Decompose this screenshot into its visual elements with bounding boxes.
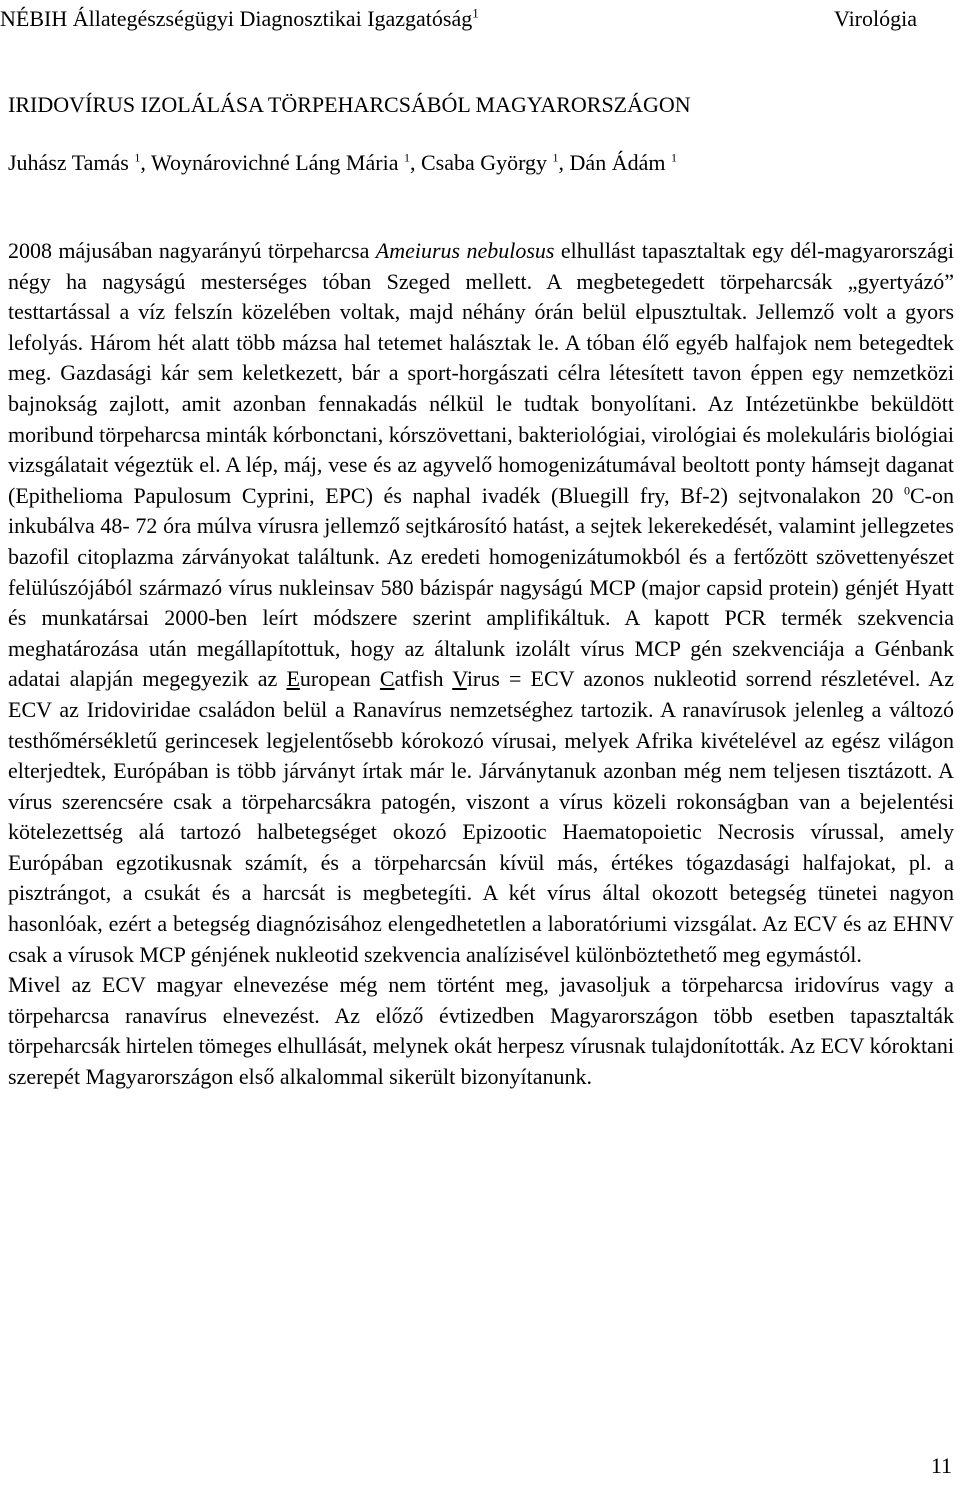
paragraph-1 [8,236,954,970]
page-number: 11 [930,1453,952,1478]
author-affiliation: 1 [403,150,410,165]
author-affiliation: 1 [670,150,677,165]
author-name: Dán Ádám [569,150,666,175]
author-name: Juhász Tamás [8,150,129,175]
author-affiliation: 1 [552,150,559,165]
article-title: IRIDOVÍRUS IZOLÁLÁSA TÖRPEHARCSÁBÓL MAGYARORSZÁGON [8,92,691,117]
author-separator: , [409,150,421,175]
text-run: elhullást tapasztaltak egy dél-magyarországi négy ha nagyságú mesterséges tóban Szeged mellett. A megbetegedett törpeharcsák „gyertyázó” testtartással a víz felszín közelében voltak, majd néhány órán belül elpusztultak. Jellemző volt a gyors lefolyás. Három hét alatt több mázsa hal tetemet halásztak le. A tóban élő egyéb halfajok nem betegedtek meg. Gazdasági kár sem keletkezett, bár a sport-horgászati célra létesített tavon éppen egy nemzetközi bajnokság zajlott, amit azonban fennakadás nélkül le tudtak bonyolítani. Az Intézetünkbe beküldött moribund törpeharcsa minták kórbonctani, kórszövettani, bakteriológiai, virológiai és molekuláris biológiai vizsgálatait végeztük el. A lép, máj, vese és az agyvelő homogenizátumával beoltott ponty hámsejt daganat (Epithelioma Papulosum Cyprini, EPC) és naphal ivadék (Bluegill fry, Bf-2) sejtvonalakon 20 [8,238,954,508]
abstract-body [8,236,954,1093]
author-affiliation: 1 [134,150,141,165]
institution-name: NÉBIH Állategészségügyi Diagnosztikai Igazgatóság [0,6,473,31]
author-name: Csaba György [420,150,548,175]
author-name: Woynárovichné Láng Mária [150,150,399,175]
running-header-section: Virológia [834,6,917,31]
degree-superscript: 0 [904,483,910,498]
institution-superscript: 1 [472,5,479,21]
author-list [8,150,677,176]
running-header-institution [0,6,479,32]
acronym-letter-e: E [286,666,300,692]
text-run: atfish [394,666,453,692]
text-run: uropean [299,666,380,692]
text-run: irus = ECV azonos nukleotid sorrend részletével. Az ECV az Iridoviridae családon belül a Ranavírus nemzetséghez tartozik. A ranavírusok jelenleg a változó testhőmérsékletű gerincesek legjelentősebb kórokozó vírusai, melyek Afrika kivételével az egész világon elterjedtek, Európában is több járványt írtak már le. Járványtanuk azonban még nem teljesen tisztázott. A vírus szerencsére csak a törpeharcsákra patogén, viszont a vírus közeli rokonságban van a bejelentési kötelezettség alá tartozó halbetegséget okozó Epizootic Haematopoietic Necrosis vírussal, amely Európában egzotikusnak számít, és a törpeharcsán kívül más, értékes tógazdasági halfajokat, pl. a pisztrángot, a csukát és a harcsát is megbetegíti. A két vírus által okozott betegség tünetei nagyon hasonlóak, ezért a betegség diagnózisához elengedhetetlen a laboratóriumi vizsgálat. Az ECV és az EHNV csak a vírusok MCP génjének nukleotid szekvencia analízisével különböztethető meg egymástól. [8,666,955,967]
text-run: C-on inkubálva 48- 72 óra múlva vírusra jellemző sejtkárosító hatást, a sejtek lekerekedését, valamint jellegzetes bazofil citoplazma zárványokat találtunk. Az eredeti homogenizátumokból és a fertőzött szövettenyészet felülúszójából származó vírus nukleinsav 580 bázispár nagyságú MCP (major capsid protein) génjét Hyatt és munkatársai 2000-ben leírt módszere szerint amplifikáltuk. A kapott PCR termék szekvencia meghatározása után megállapítottuk, hogy az általunk izolált vírus MCP gén szekvenciája a Génbank adatai alapján megegyezik az [8,482,954,692]
acronym-letter-v: V [452,666,467,692]
species-name: Ameiurus nebulosus [375,238,555,263]
acronym-letter-c: C [379,666,395,692]
paragraph-2: Mivel az ECV magyar elnevezése még nem történt meg, javasoljuk a törpeharcsa iridovírus vagy a törpeharcsa ranavírus elnevezést. Az előző évtizedben Magyarországon több esetben tapasztalták törpeharcsák hirtelen tömeges elhullását, melynek okát herpesz vírusnak tulajdonították. Az ECV kóroktani szerepét Magyarországon első alkalommal sikerült bizonyítanunk. [8,972,954,1090]
author-separator: , [558,150,570,175]
text-run: 2008 májusában nagyarányú törpeharcsa [8,238,376,263]
author-separator: , [140,150,151,175]
